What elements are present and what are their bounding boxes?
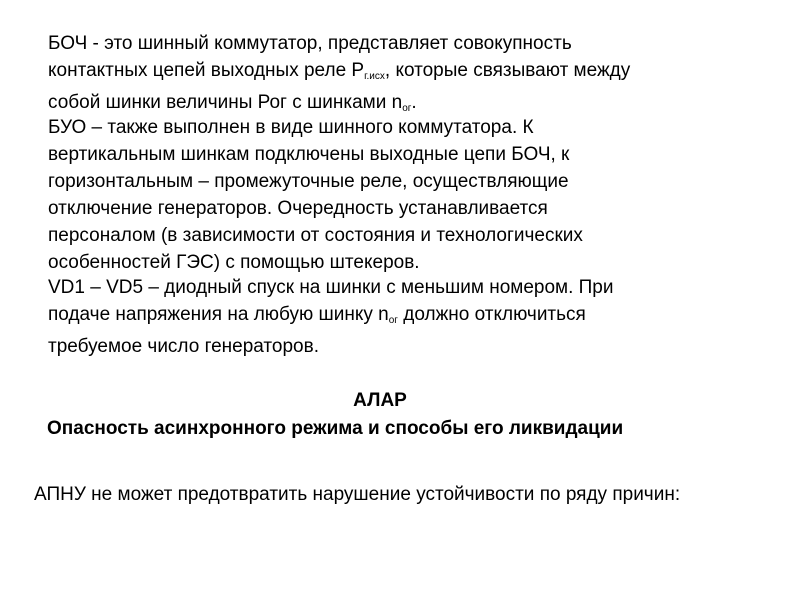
text-line: горизонтальным – промежуточные реле, осуществляющие xyxy=(48,171,569,192)
text-line xyxy=(48,57,748,84)
text-fragment: , которые связывают между xyxy=(384,60,631,81)
text-fragment: собой шинки величины Рог с шинками n xyxy=(48,92,403,113)
paragraph-boch xyxy=(48,30,748,116)
text-fragment: подаче напряжения на любую шинку n xyxy=(48,304,389,325)
text-fragment: . xyxy=(411,92,417,113)
text-line: БУО – также выполнен в виде шинного коммутатора. К xyxy=(48,117,534,138)
text-line: отключение генераторов. Очередность устанавливается xyxy=(48,198,548,219)
text-line xyxy=(48,89,748,116)
paragraph-apnu: АПНУ не может предотвратить нарушение устойчивости по ряду причин: xyxy=(34,484,681,505)
text-line: особенностей ГЭС) с помощью штекеров. xyxy=(48,252,420,273)
subscript: г.исх xyxy=(364,71,385,82)
paragraph-buo xyxy=(48,114,748,276)
text-line: VD1 – VD5 – диодный спуск на шинки с меньшим номером. При xyxy=(48,277,614,298)
text-line xyxy=(48,301,748,328)
heading-subtitle: Опасность асинхронного режима и способы его ликвидации xyxy=(47,418,624,439)
text-fragment: контактных цепей выходных реле Р xyxy=(48,60,365,81)
subscript: ог xyxy=(388,315,398,326)
text-line: БОЧ - это шинный коммутатор, представляет совокупность xyxy=(48,33,572,54)
text-line: требуемое число генераторов. xyxy=(48,336,319,357)
text-fragment: должно отключиться xyxy=(397,304,586,325)
subscript: ог xyxy=(402,103,412,114)
text-line: персоналом (в зависимости от состояния и технологических xyxy=(48,225,583,246)
heading-alar: АЛАР xyxy=(353,390,407,411)
paragraph-vd xyxy=(48,274,748,360)
text-line: вертикальным шинкам подключены выходные цепи БОЧ, к xyxy=(48,144,570,165)
